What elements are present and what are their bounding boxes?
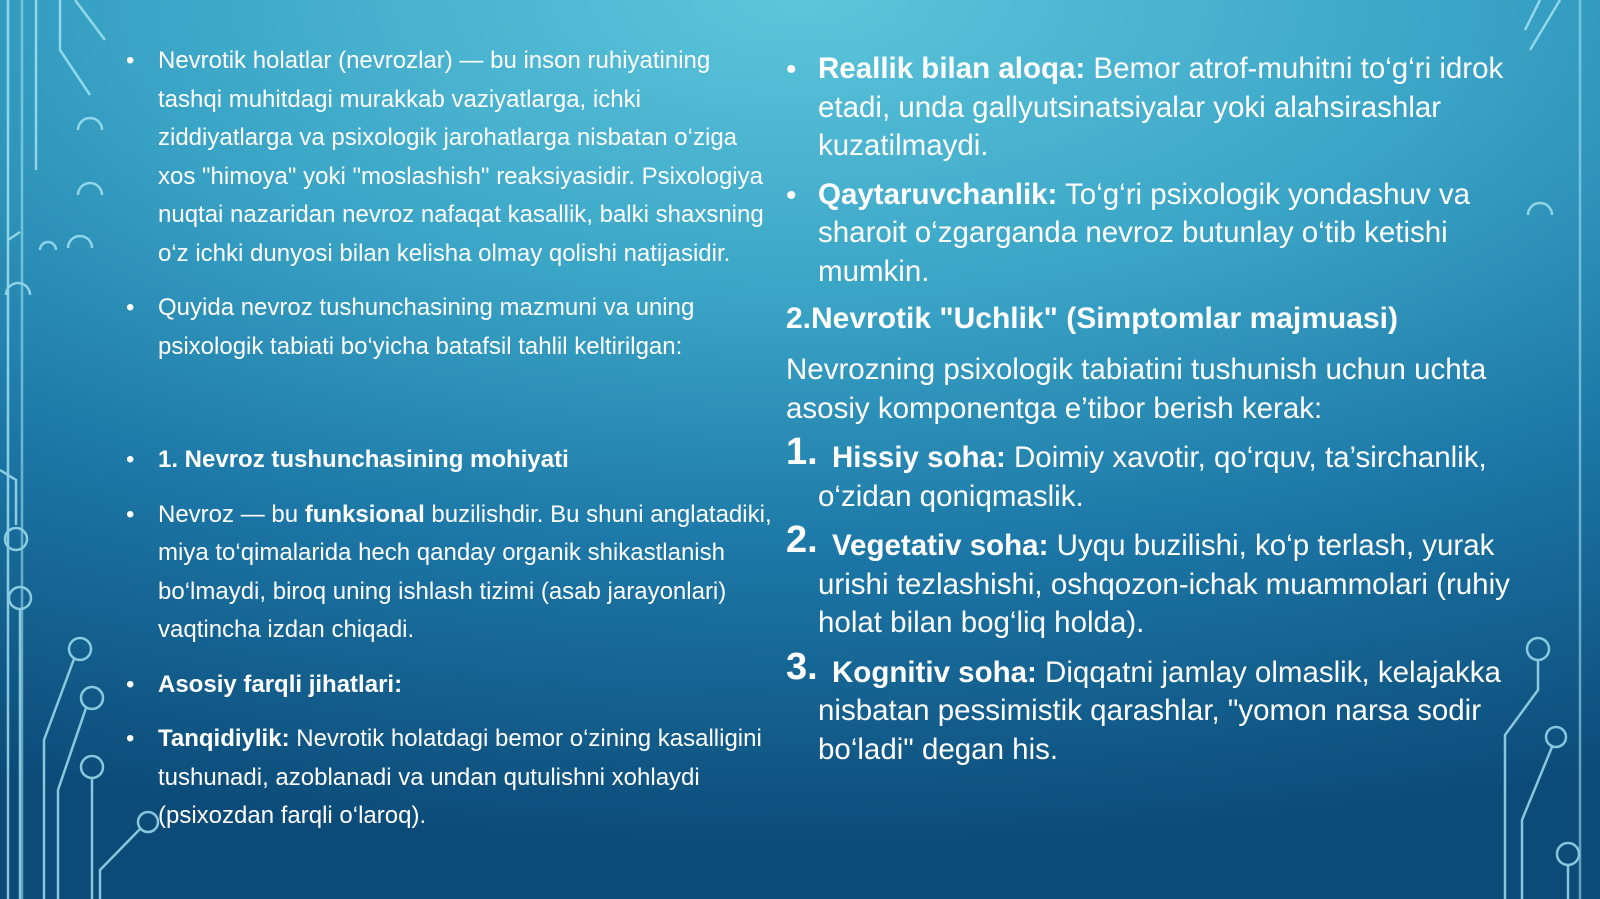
- reality-label: Reallik bilan aloqa:: [818, 52, 1086, 85]
- section2-intro: Nevrozning psixologik tabiatini tushunish uchun uchta asosiy komponentga e’tibor berish kerak:: [786, 353, 1487, 425]
- bullet: •: [786, 53, 797, 86]
- component-item: [786, 645, 1526, 770]
- component-number: 2.: [786, 519, 818, 561]
- functional-prefix: Nevroz — bu: [158, 500, 305, 528]
- reversibility-label: Qaytaruvchanlik:: [818, 177, 1058, 211]
- lead-text: Quyida nevroz tushunchasining mazmuni va uning psixologik tabiati bo‘yicha batafsil tahlil keltirilgan:: [158, 294, 695, 360]
- list-item: [786, 176, 1526, 292]
- reversibility-text: To‘g‘ri psixologik yondashuv va sharoit o‘zgarganda nevroz butunlay o‘tib ketishi mumkin.: [818, 177, 1471, 288]
- functional-rest: buzilishdir. Bu shuni anglatadiki, miya to‘qimalarida hech qanday organik shikastlanish bo‘lmaydi, biroq uning ishlash tizimi (asab jarayonlari) vaqtincha izdan chiqadi.: [158, 500, 772, 643]
- reality-text: Bemor atrof-muhitni to‘g‘ri idrok etadi, unda gallyutsinatsiyalar yoki alahsirashlar kuzatilmaydi.: [818, 52, 1504, 162]
- list-item: [126, 441, 778, 480]
- list-item: [126, 666, 778, 705]
- component-number: 3.: [786, 645, 818, 688]
- differences-heading: Asosiy farqli jihatlari:: [158, 670, 403, 698]
- intro-text: Nevrotik holatlar (nevrozlar) — bu inson ruhiyatining tashqi muhitdagi murakkab vaziyatlarga, ichki ziddiyatlarga va psixologik jarohatlarga nisbatan o‘ziga xos "himoya" yoki "moslashish" reaksiyasidir. Psixologiya nuqtai nazaridan nevroz nafaqat kasallik, balki shaxsning o‘z ichki dunyosi bilan kelisha olmay qolishi natijasidir.: [158, 47, 764, 267]
- section2-heading: 2.Nevrotik "Uchlik" (Simptomlar majmuasi): [786, 302, 1398, 335]
- component-label: Kognitiv soha:: [832, 655, 1037, 689]
- bullet: •: [126, 725, 135, 752]
- bullet: •: [126, 500, 135, 528]
- list-item: [126, 720, 778, 836]
- right-column: [786, 50, 1526, 769]
- list-item: [126, 42, 778, 273]
- criticality-label: Tanqidiylik:: [158, 725, 290, 752]
- bullet: •: [126, 294, 135, 321]
- component-number: 1.: [786, 431, 818, 473]
- list-item: [786, 50, 1526, 166]
- bullet: •: [786, 178, 797, 212]
- left-column: [126, 42, 778, 836]
- component-text: Diqqatni jamlay olmaslik, kelajakka nisbatan pessimistik qarashlar, "yomon narsa sodir bo‘ladi" degan his.: [818, 655, 1501, 766]
- list-item: [126, 496, 778, 650]
- component-item: [786, 431, 1526, 516]
- criticality-text: Nevrotik holatdagi bemor o‘zining kasalligini tushunadi, azoblanadi va undan qutulishni xohlaydi (psixozdan farqli o‘laroq).: [158, 725, 762, 829]
- bullet: •: [126, 670, 135, 698]
- component-text: Doimiy xavotir, qo‘rquv, ta’sirchanlik, o‘zidan qoniqmaslik.: [818, 441, 1487, 513]
- component-label: Hissiy soha:: [832, 441, 1006, 474]
- component-item: [786, 519, 1526, 643]
- component-label: Vegetativ soha:: [832, 529, 1049, 562]
- functional-bold: funksional: [304, 500, 425, 528]
- component-text: Uyqu buzilishi, ko‘p terlash, yurak urishi tezlashishi, oshqozon-ichak muammolari (ruhiy holat bilan bog‘liq holda).: [818, 529, 1510, 639]
- list-item: [126, 289, 778, 366]
- bullet: •: [126, 446, 135, 473]
- bullet: •: [126, 47, 135, 74]
- section1-heading: 1. Nevroz tushunchasining mohiyati: [158, 446, 569, 473]
